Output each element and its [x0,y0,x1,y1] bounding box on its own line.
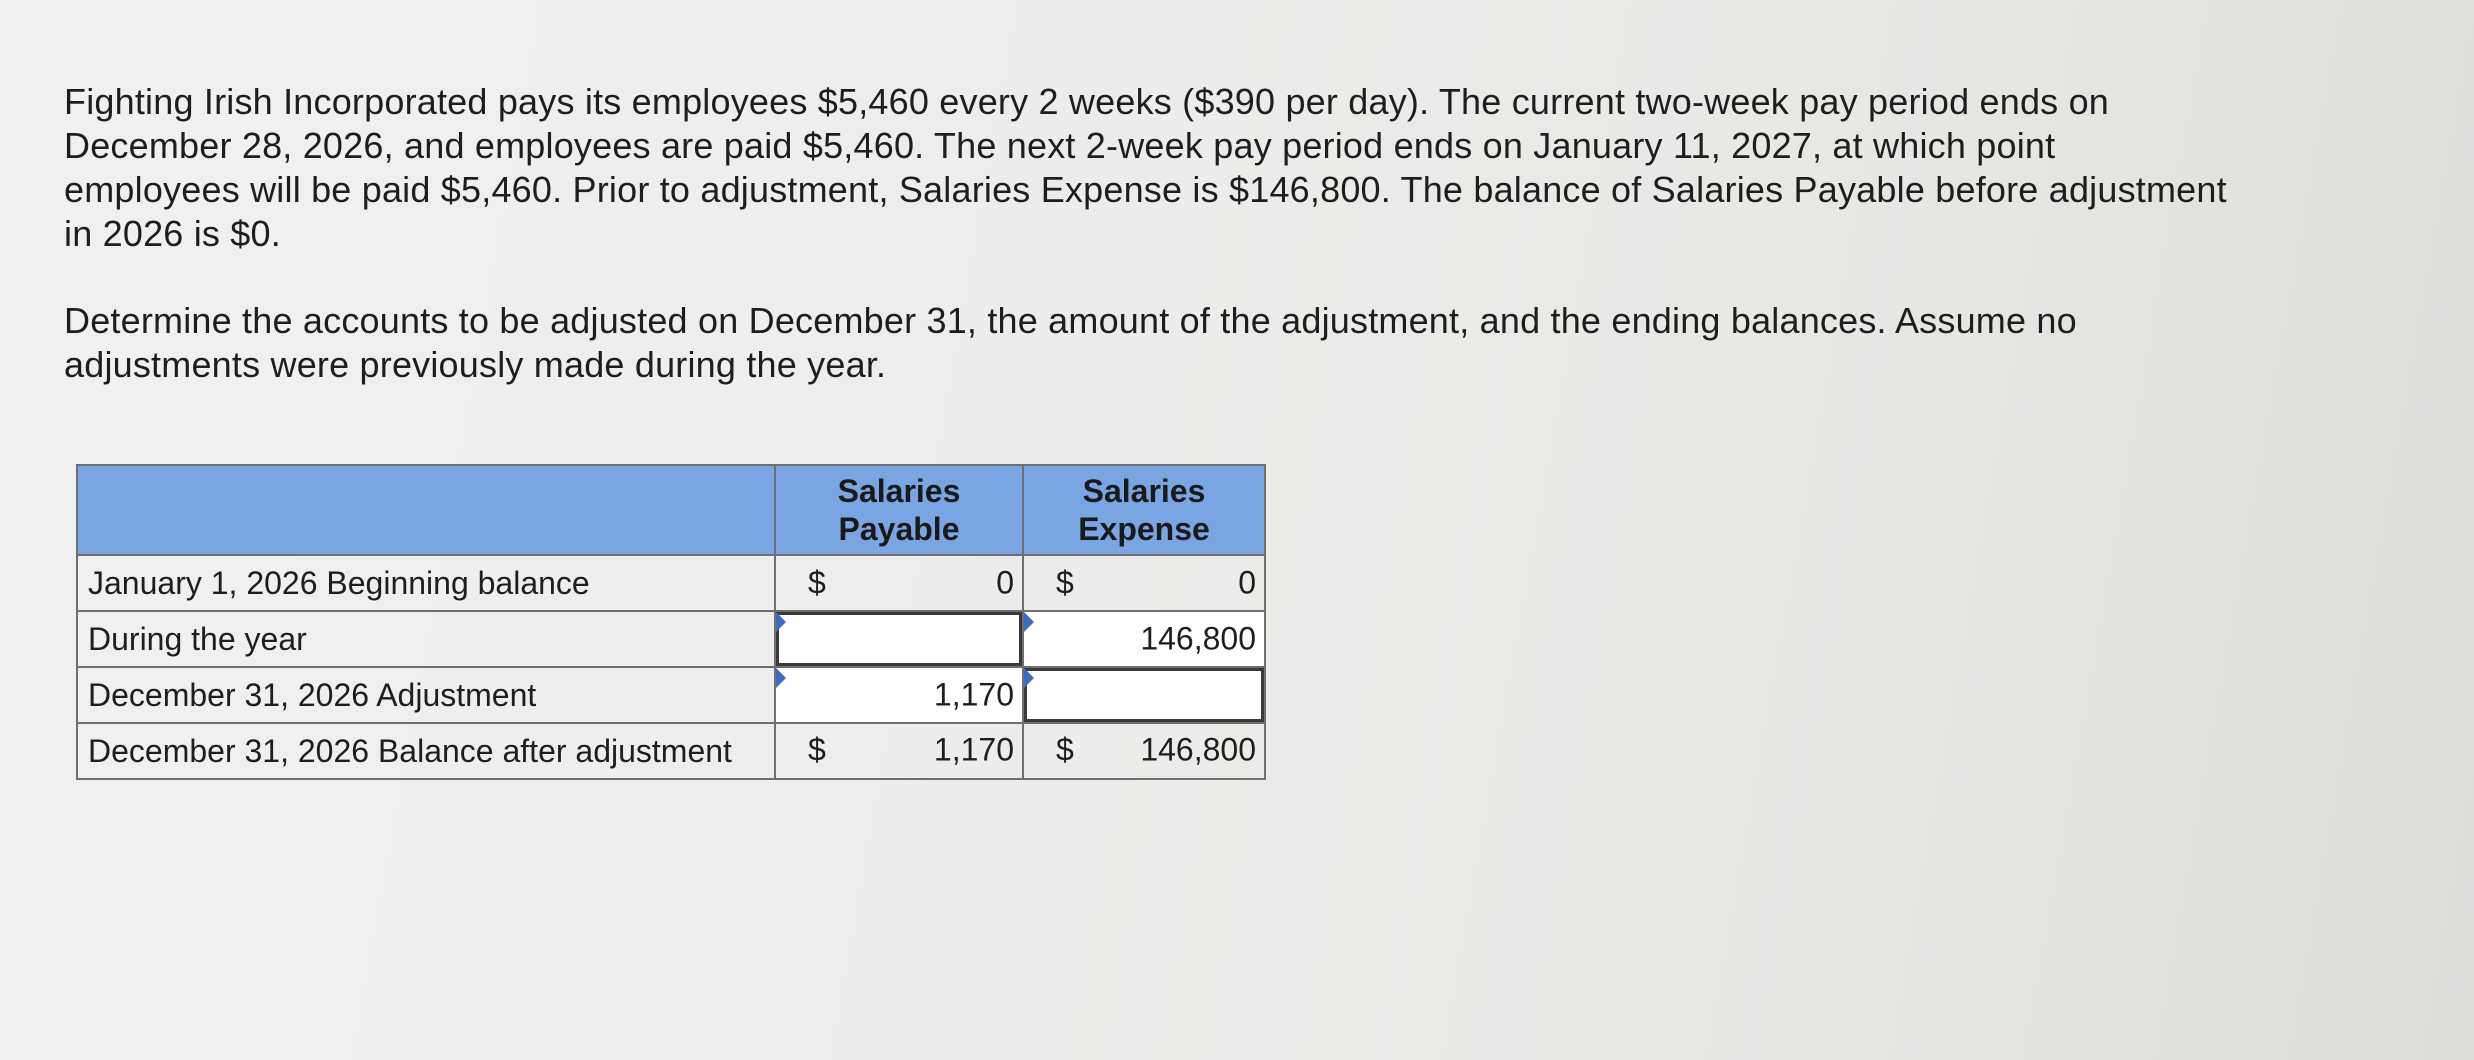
header-sp-line2: Payable [838,511,960,547]
value-sp-ending: 1,170 [933,731,1014,768]
dollar-sign: $ [1056,731,1074,768]
row-label-adjustment: December 31, 2026 Adjustment [77,667,775,723]
table-row [77,723,1265,779]
problem-line-4: in 2026 is $0. [64,213,281,254]
value-sp-beginning: 0 [996,564,1014,601]
table-header-row [77,465,1265,555]
instructions [64,299,2394,387]
header-se-line1: Salaries [1082,473,1206,509]
value-se-beginning: 0 [1238,564,1256,601]
instructions-line-1: Determine the accounts to be adjusted on December 31, the amount of the adjustment, and the ending balances. Assume no [64,300,2077,341]
dollar-sign: $ [808,731,826,768]
problem-line-2: December 28, 2026, and employees are paid $5,460. The next 2-week pay period ends on January 11, 2027, at which point [64,125,2056,166]
problem-line-1: Fighting Irish Incorporated pays its employees $5,460 every 2 weeks ($390 per day). The current two-week pay period ends on [64,81,2110,122]
header-salaries-expense [1023,465,1265,555]
value-se-during-year: 146,800 [1140,620,1256,657]
input-se-during-year[interactable] [1023,611,1265,667]
header-sp-line1: Salaries [837,473,961,509]
cell-sp-ending [775,723,1023,779]
dollar-sign: $ [1056,564,1074,601]
input-sp-adjustment[interactable] [775,667,1023,723]
row-label-ending-balance: December 31, 2026 Balance after adjustment [77,723,775,779]
value-sp-adjustment: 1,170 [933,676,1014,713]
input-sp-during-year[interactable] [775,611,1023,667]
instructions-line-2: adjustments were previously made during the year. [64,344,887,385]
row-label-beginning: January 1, 2026 Beginning balance [77,555,775,611]
cell-se-ending [1023,723,1265,779]
header-se-line2: Expense [1078,511,1210,547]
problem-line-3: employees will be paid $5,460. Prior to adjustment, Salaries Expense is $146,800. The balance of Salaries Payable before adjustment [64,169,2227,210]
table-row [77,667,1265,723]
table-row [77,611,1265,667]
dollar-sign: $ [808,564,826,601]
table-row [77,555,1265,611]
value-se-ending: 146,800 [1140,731,1256,768]
header-blank [77,465,775,555]
cell-se-beginning [1023,555,1265,611]
cell-sp-beginning [775,555,1023,611]
adjustment-table [76,464,1266,780]
header-salaries-payable [775,465,1023,555]
row-label-during-year: During the year [77,611,775,667]
problem-statement [64,80,2394,256]
input-se-adjustment[interactable] [1023,667,1265,723]
